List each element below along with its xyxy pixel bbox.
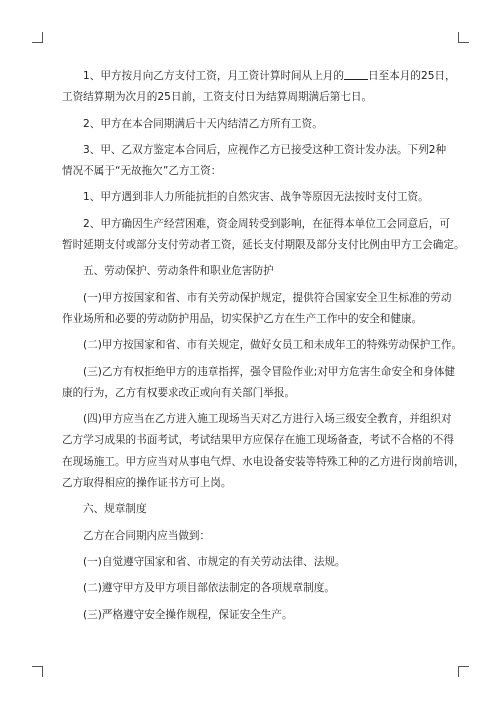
paragraph-protection-4: (四)甲方应当在乙方进入施工现场当天对乙方进行入场三级安全教育，并组织对 乙方学习成果的书面考试，考试结果甲方应保存在施工现场备查，考试不合格的不得 在现场施工。甲方应当对从事电气焊、水电设备安装等特殊工种的乙方进行岗前培训， 乙方取得相应的操作证书方可上岗。 [62, 413, 465, 490]
paragraph-wage-payment: 1、甲方按月向乙方支付工资，月工资计算时间从上月的 日至本月的25日， 工资结算期为次月的25日前，工资支付日为结算周期满后第七日。 [62, 70, 456, 104]
paragraph-business-difficulty: 2、甲方确因生产经营困难，资金周转受到影响，在征得本单位工会同意后，可 暂时延期支付或部分支付劳动者工资，延长支付期限及部分支付比例由甲方工会确定。 [62, 217, 465, 252]
paragraph-rules-3: (三)严格遵守安全操作规程，保证安全生产。 [83, 608, 293, 621]
section-heading-rules: 六、规章制度 [83, 503, 147, 516]
paragraph-rules-2: (二)遵守甲方及甲方项目部依法制定的各项规章制度。 [83, 582, 335, 595]
paragraph-protection-2: (二)甲方按国家和省、市有关规定，做好女员工和未成年工的特殊劳动保护工作。 [83, 339, 463, 352]
paragraph-rules-1: (一)自觉遵守国家和省、市规定的有关劳动法律、法规。 [83, 555, 346, 568]
blank-fill-line [344, 69, 368, 80]
document-body [62, 66, 465, 631]
paragraph-force-majeure: 1、甲方遇到非人力所能抗拒的自然灾害、战争等原因无法按时支付工资。 [83, 191, 429, 204]
crop-mark-bottom-right [458, 666, 469, 677]
crop-mark-top-right [458, 32, 469, 43]
paragraph-rules-intro: 乙方在合同期内应当做到： [83, 529, 211, 542]
paragraph-wage-method: 3、甲、乙双方鉴定本合同后，应视作乙方已接受这种工资计发办法。下列2种 情况不属于“无故拖欠”乙方工资： [62, 143, 447, 178]
paragraph-protection-1: (一)甲方按国家和省、市有关劳动保护规定，提供符合国家安全卫生标准的劳动 作业场所和必要的劳动防护用品，切实保护乙方在生产工作中的安全和健康。 [62, 291, 452, 325]
paragraph-settle-wages: 2、甲方在本合同期满后十天内结清乙方所有工资。 [83, 117, 323, 130]
crop-mark-bottom-left [32, 666, 43, 677]
crop-mark-top-left [32, 32, 43, 43]
paragraph-protection-3: (三)乙方有权拒绝甲方的违章指挥，强令冒险作业;对甲方危害生命安全和身体健 康的行为，乙方有权要求改正或向有关部门举报。 [62, 365, 456, 399]
section-heading-labor-protection: 五、劳动保护、劳动条件和职业危害防护 [83, 265, 274, 278]
